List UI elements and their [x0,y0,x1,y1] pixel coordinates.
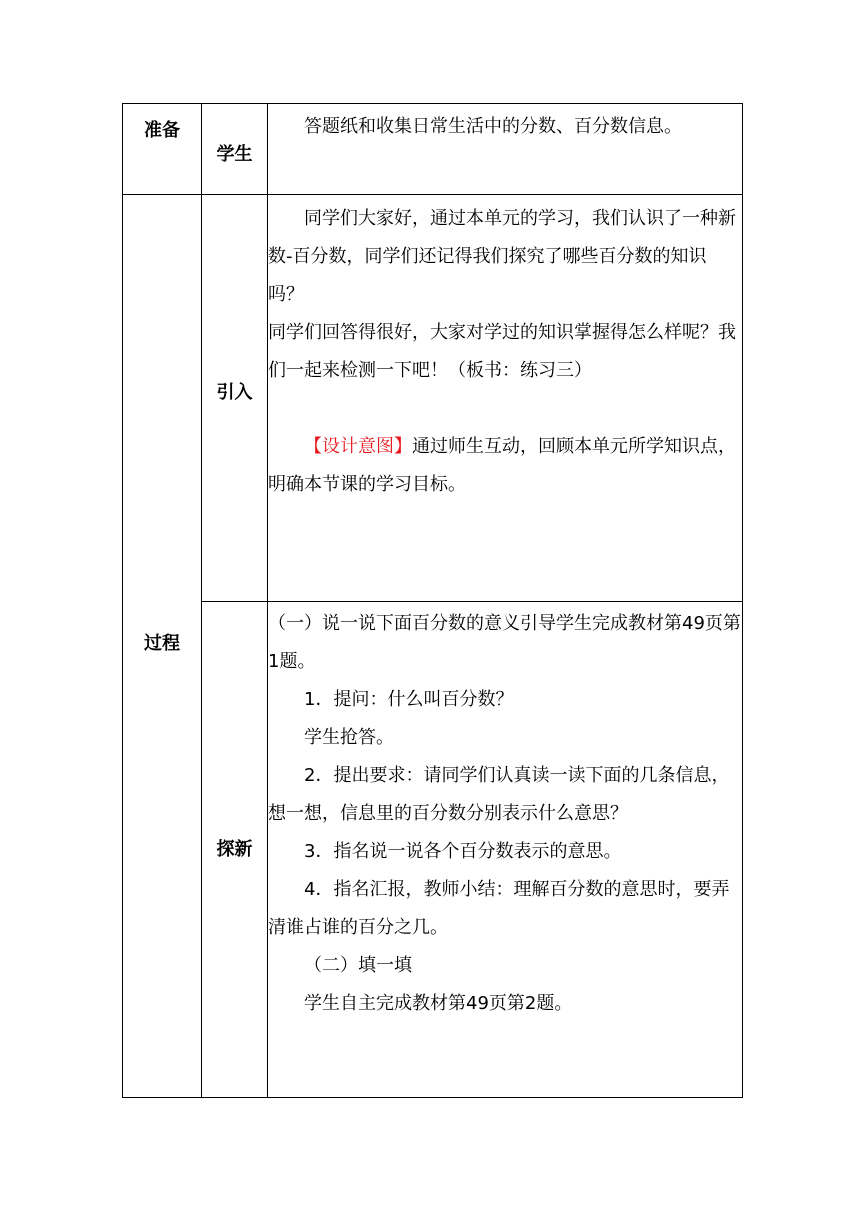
table-row-intro [123,195,743,602]
sub-label-explore: 探新 [216,839,253,860]
sub-label-student: 学生 [216,144,253,165]
explore-paragraph-1: （一）说一说下面百分数的意义引导学生完成教材第49页第1题。 [268,613,741,672]
explore-paragraph-5: 3．指名说一说各个百分数表示的意思。 [304,841,622,862]
explore-paragraph-6: 4．指名汇报，教师小结：理解百分数的意思时，要弄清谁占谁的百分之几。 [268,879,730,938]
explore-paragraph-7: （二）填一填 [304,955,412,976]
table-row-explore [123,602,743,1098]
intro-paragraph-1: 同学们大家好，通过本单元的学习，我们认识了一种新数-百分数，同学们还记得我们探究了哪些百分数的知识吗？ [268,208,736,305]
explore-paragraph-2: 1．提问：什么叫百分数？ [304,689,514,710]
stage-label-prep: 准备 [144,120,180,141]
prep-text: 答题纸和收集日常生活中的分数、百分数信息。 [304,116,682,137]
design-intent-text: 通过师生互动，回顾本单元所学知识点，明确本节课的学习目标。 [268,436,736,495]
sub-cell-intro [202,195,268,602]
sub-cell-student [202,104,268,195]
table-row-prep [123,104,743,195]
explore-paragraph-3: 学生抢答。 [304,727,394,748]
stage-cell-process [123,195,202,1098]
lesson-plan-table [122,103,743,1098]
explore-paragraph-8: 学生自主完成教材第49页第2题。 [304,993,573,1014]
content-cell-prep [268,104,743,195]
content-cell-intro [268,195,743,602]
content-cell-explore [268,602,743,1098]
sub-cell-explore [202,602,268,1098]
intro-paragraph-2: 同学们回答得很好，大家对学过的知识掌握得怎么样呢？我们一起来检测一下吧！（板书：练习三） [268,322,736,381]
sub-label-intro: 引入 [216,382,253,403]
design-intent-tag: 【设计意图】 [304,436,412,457]
design-intent-paragraph [268,428,742,504]
explore-paragraph-4: 2．提出要求：请同学们认真读一读下面的几条信息，想一想，信息里的百分数分别表示什么意思？ [268,765,730,824]
stage-label-process: 过程 [144,633,180,654]
stage-cell-prep [123,104,202,195]
